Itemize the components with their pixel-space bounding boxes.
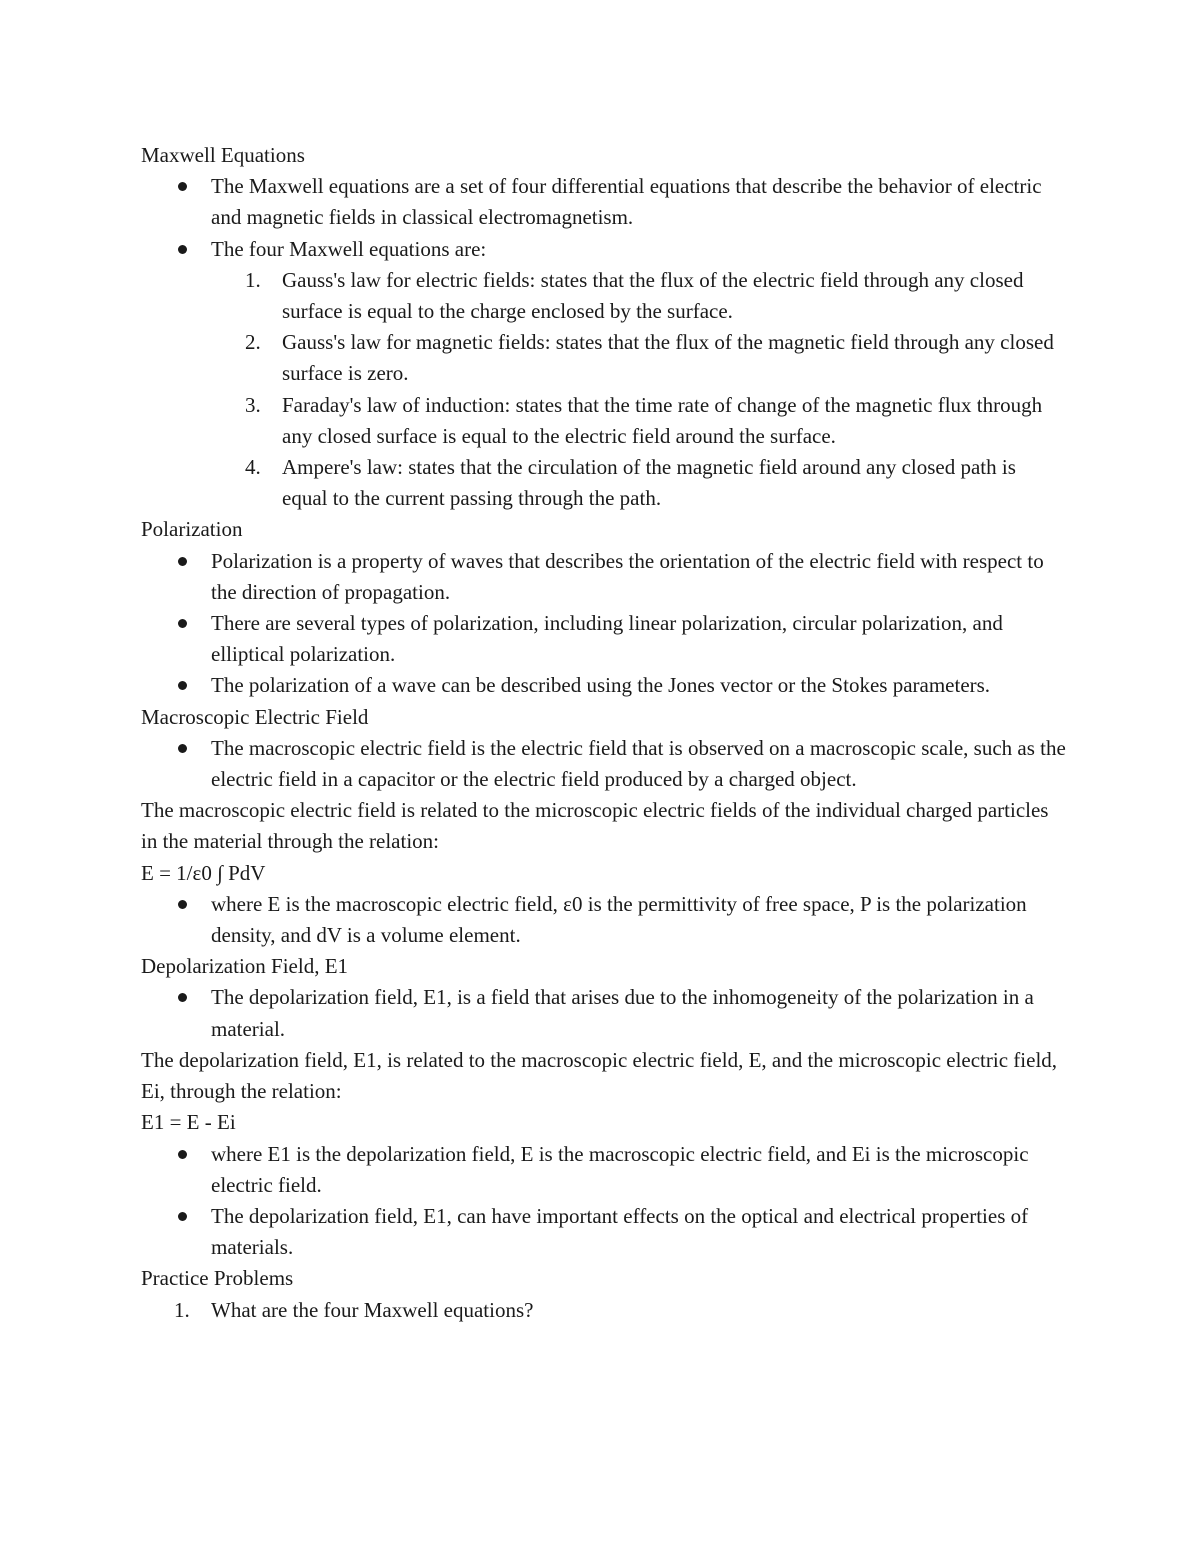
macroscopic-paragraph: The macroscopic electric field is related to the microscopic electric fields of the individual charged particles in the material through the relation: [141, 798, 1049, 854]
equation-text: Gauss's law for magnetic fields: states that the flux of the magnetic field through any closed surface is zero. [282, 330, 1054, 386]
list-number: 4. [245, 455, 261, 480]
macroscopic-bullet: The macroscopic electric field is the electric field that is observed on a macroscopic scale, such as the electric field in a capacitor or the electric field produced by a charged object. [211, 733, 1066, 795]
heading-practice-problems: Practice Problems [141, 1266, 294, 1291]
equation-text: Ampere's law: states that the circulation of the magnetic field around any closed path is equal to the current passing through the path. [282, 455, 1016, 511]
depolarization-formula-bullet-list [141, 1139, 1066, 1264]
equation-item-ampere [245, 452, 1066, 514]
practice-problem-text: What are the four Maxwell equations? [211, 1297, 534, 1322]
polarization-bullet: The polarization of a wave can be described using the Jones vector or the Stokes parameters. [211, 670, 1066, 701]
maxwell-bullet-four-equations [211, 234, 1066, 515]
document-page [141, 140, 1066, 1326]
depolarization-formula-explanation: where E1 is the depolarization field, E is the macroscopic electric field, and Ei is the microscopic electric field. [211, 1139, 1066, 1201]
polarization-bullet: There are several types of polarization, including linear polarization, circular polarization, and elliptical polarization. [211, 608, 1066, 670]
heading-polarization: Polarization [141, 517, 243, 542]
list-number: 2. [245, 330, 261, 355]
macroscopic-formula-bullet-list [141, 889, 1066, 951]
list-number: 3. [245, 392, 261, 417]
depolarization-bullet-list [141, 982, 1066, 1044]
list-number: 1. [245, 267, 261, 292]
equation-item-gauss-magnetic [245, 327, 1066, 389]
maxwell-bullet-definition: The Maxwell equations are a set of four differential equations that describe the behavior of electric and magnetic fields in classical electromagnetism. [211, 171, 1066, 233]
equation-item-gauss-electric [245, 265, 1066, 327]
practice-problem-list [141, 1295, 1066, 1326]
heading-maxwell-equations: Maxwell Equations [141, 143, 305, 167]
depolarization-formula: E1 = E - Ei [141, 1110, 236, 1135]
macroscopic-bullet-list [141, 733, 1066, 795]
maxwell-equation-list [211, 265, 1066, 515]
equation-item-faraday [245, 390, 1066, 452]
maxwell-bullet-list [141, 171, 1066, 514]
list-number: 1. [174, 1297, 190, 1322]
depolarization-paragraph: The depolarization field, E1, is related to the macroscopic electric field, E, and the microscopic electric field, Ei, through the relation: [141, 1047, 1058, 1104]
macroscopic-formula: E = 1/ε0 ∫ PdV [141, 860, 266, 885]
polarization-bullet-list [141, 546, 1066, 702]
heading-depolarization-field: Depolarization Field, E1 [141, 954, 349, 979]
macroscopic-formula-explanation: where E is the macroscopic electric field, ε0 is the permittivity of free space, P is the polarization density, and dV is a volume element. [211, 889, 1066, 951]
practice-problem-item [174, 1295, 1066, 1326]
maxwell-bullet-four-equations-text: The four Maxwell equations are: [211, 236, 487, 261]
depolarization-effects: The depolarization field, E1, can have important effects on the optical and electrical properties of materials. [211, 1201, 1066, 1263]
depolarization-bullet: The depolarization field, E1, is a field that arises due to the inhomogeneity of the polarization in a material. [211, 982, 1066, 1044]
polarization-bullet: Polarization is a property of waves that describes the orientation of the electric field with respect to the direction of propagation. [211, 546, 1066, 608]
equation-text: Gauss's law for electric fields: states that the flux of the electric field through any closed surface is equal to the charge enclosed by the surface. [282, 267, 1024, 324]
equation-text: Faraday's law of induction: states that the time rate of change of the magnetic flux through any closed surface is equal to the electric field around the surface. [282, 392, 1043, 448]
heading-macroscopic-electric-field: Macroscopic Electric Field [141, 704, 369, 729]
